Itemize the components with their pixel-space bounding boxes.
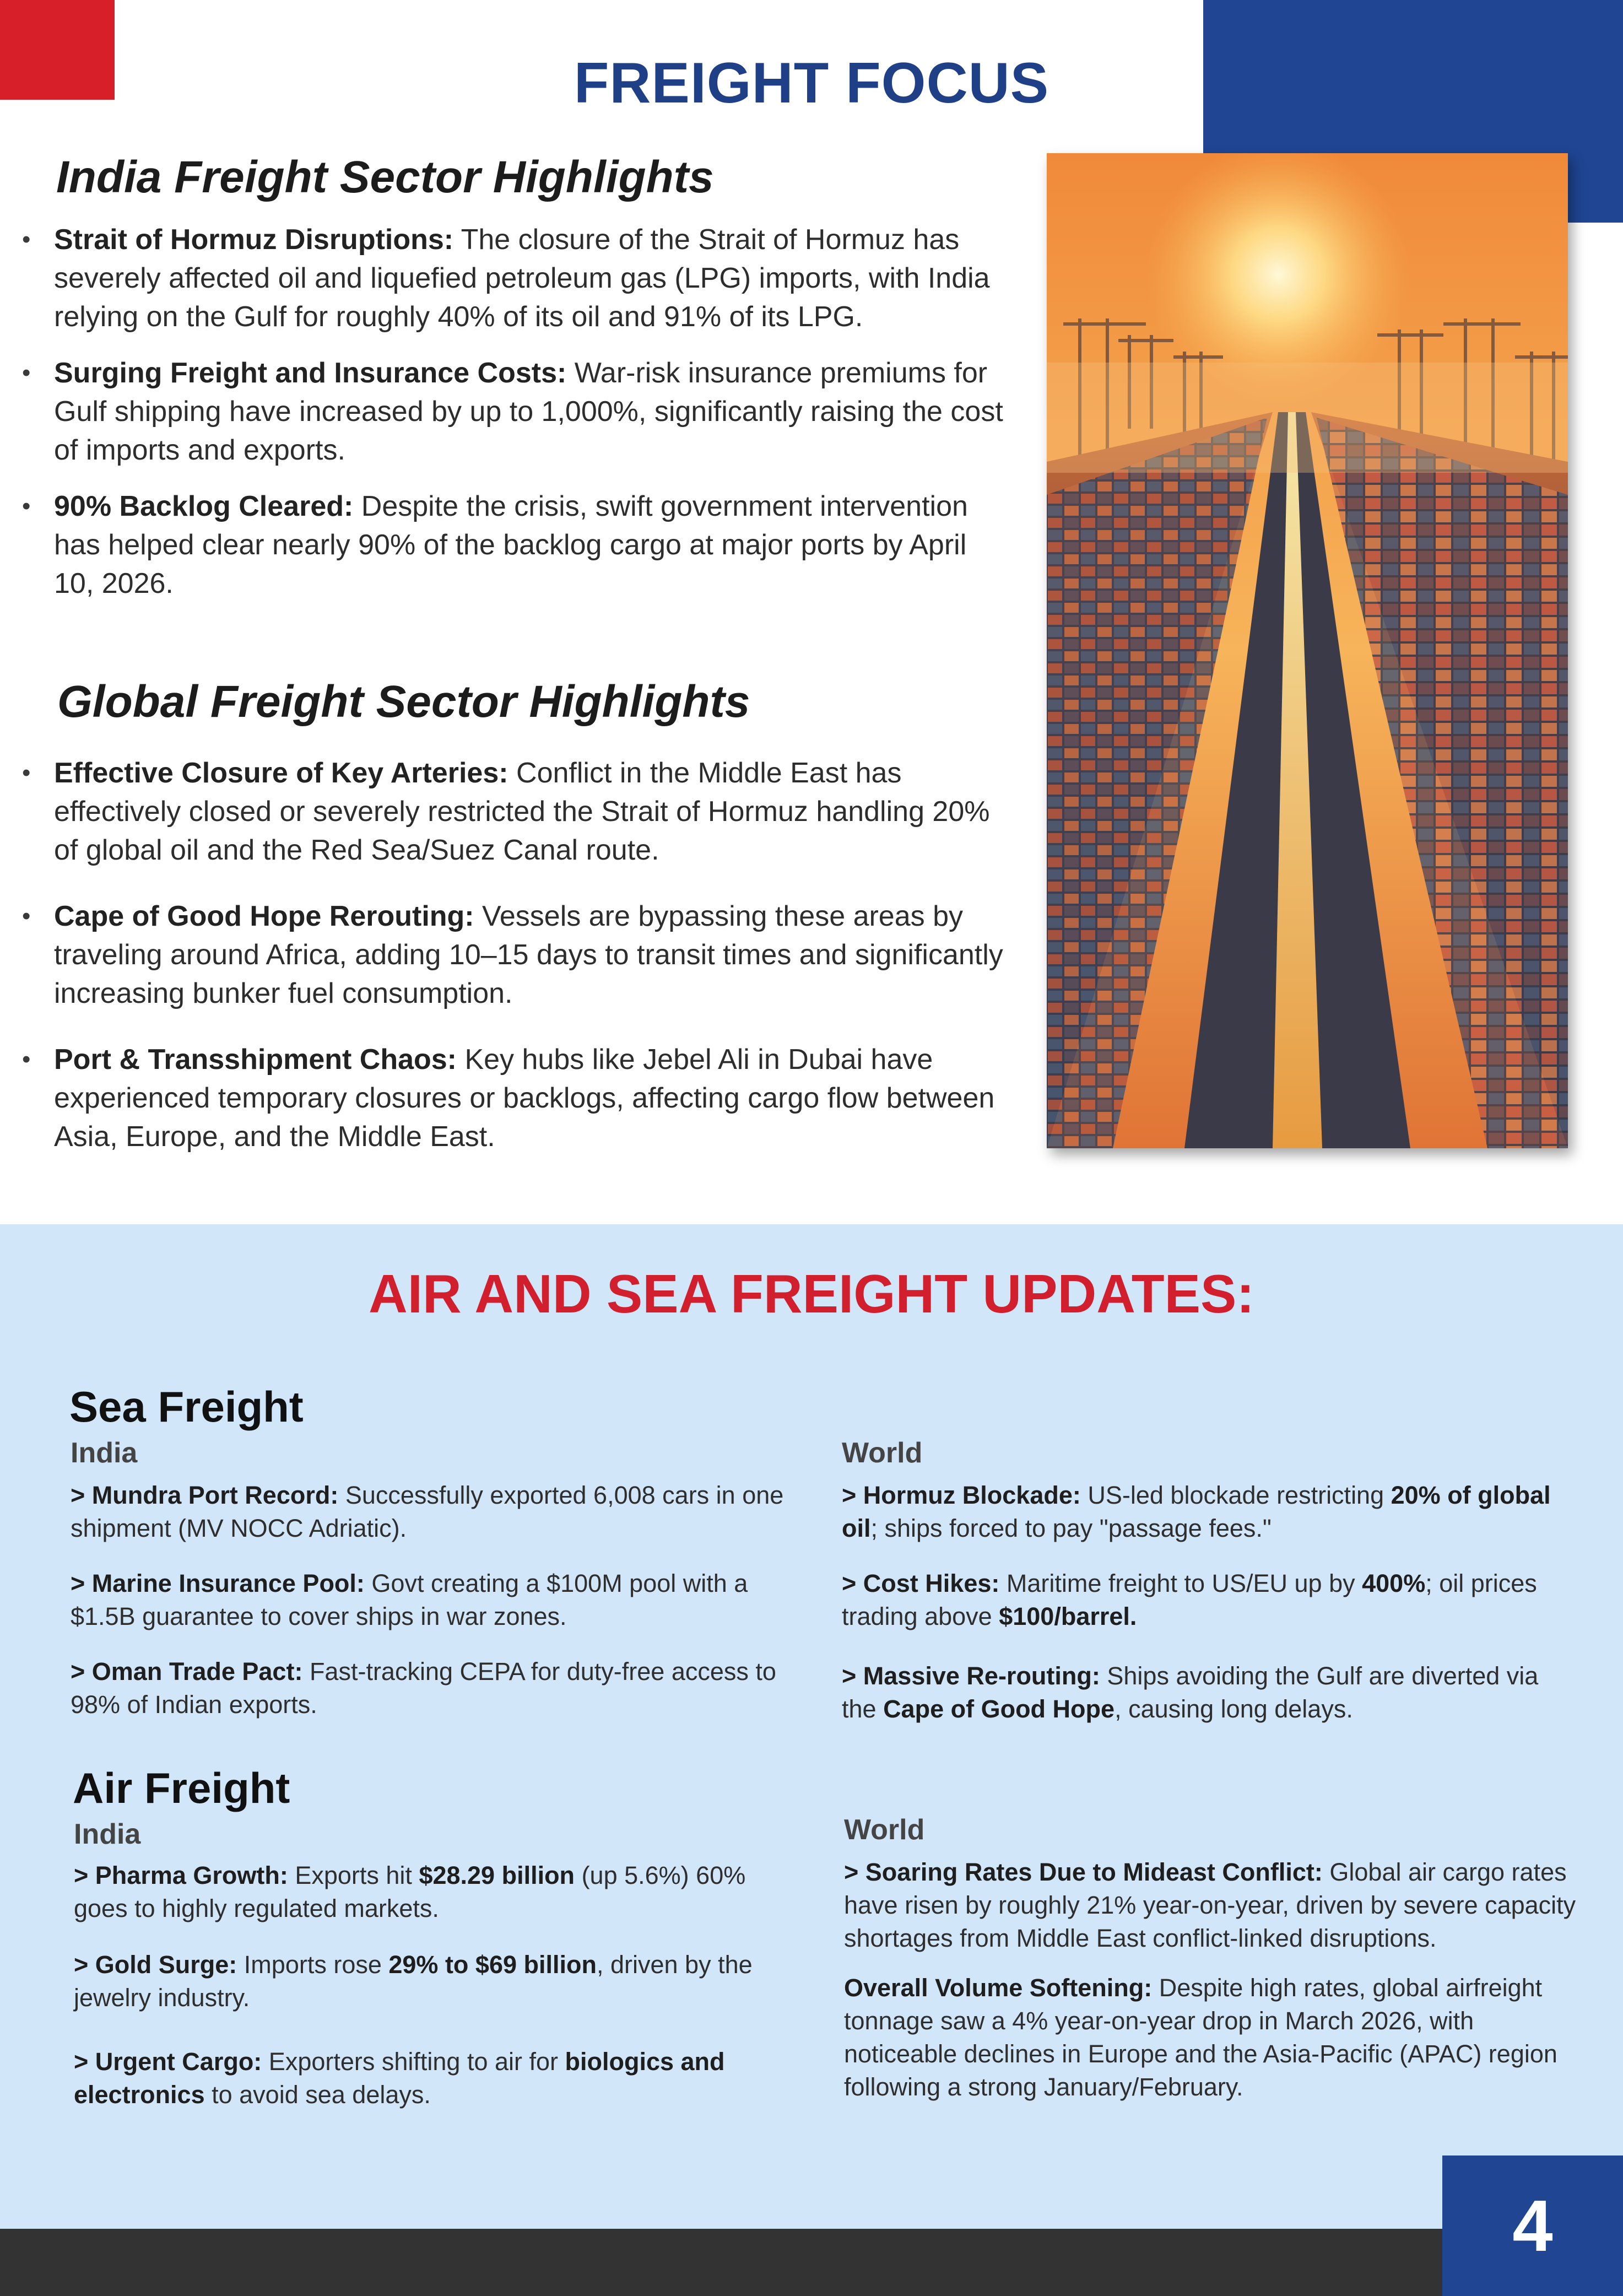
list-item: [842, 1479, 1575, 1545]
item-lead: Strait of Hormuz Disruptions:: [54, 224, 454, 256]
item-text: Imports rose: [237, 1951, 389, 1979]
item-text: ; oil prices trading above: [842, 1569, 1537, 1630]
item-lead: Cape of Good Hope Rerouting:: [54, 900, 474, 932]
arrow-prefix: >: [842, 1662, 863, 1690]
india-highlights-list: [22, 220, 1008, 620]
item-text: Exports hit: [288, 1861, 419, 1889]
sea-world-list: [842, 1479, 1575, 1748]
bullet-icon: •: [22, 759, 31, 786]
list-item: [71, 1479, 787, 1545]
item-text: to avoid sea delays.: [204, 2081, 431, 2109]
list-item: [842, 1567, 1575, 1633]
item-text: Despite high rates, global airfreight tonnage saw a 4% year-on-year drop in March 2026, with noticeable declines in Europe and the Asia-Pacific (APAC) region following a strong January/February.: [844, 1974, 1557, 2101]
item-text: , driven by the jewelry industry.: [74, 1951, 753, 2012]
sea-india-label: India: [71, 1437, 138, 1469]
item-emphasis: 29% to $69 billion: [388, 1951, 597, 1979]
list-item: [844, 1971, 1582, 2104]
item-text: ; ships forced to pay "passage fees.": [870, 1514, 1272, 1542]
item-text: Global air cargo rates have risen by roughly 21% year-on-year, driven by severe capacity shortages from Middle East conflict-linked disruptions.: [844, 1858, 1576, 1952]
arrow-prefix: >: [71, 1481, 92, 1509]
port-sunset-photo: [1047, 153, 1568, 1148]
item-text: (up 5.6%) 60% goes to highly regulated markets.: [74, 1861, 746, 1922]
list-item: [22, 220, 1008, 336]
item-emphasis: Cape of Good Hope: [883, 1695, 1115, 1723]
item-lead: Marine Insurance Pool:: [91, 1569, 365, 1597]
item-lead: Cost Hikes:: [863, 1569, 1000, 1597]
list-item: [74, 1948, 790, 2014]
list-item: [74, 1859, 790, 1925]
item-text: Exporters shifting to air for: [262, 2048, 565, 2076]
item-lead: 90% Backlog Cleared:: [54, 490, 354, 522]
bullet-icon: •: [22, 1046, 31, 1073]
item-lead: Port & Transshipment Chaos:: [54, 1044, 457, 1076]
item-text: Successfully exported 6,008 cars in one shipment (MV NOCC Adriatic).: [71, 1481, 784, 1542]
list-item: [22, 487, 1008, 603]
item-emphasis: 20% of global oil: [842, 1481, 1551, 1542]
item-text: Govt creating a $100M pool with a $1.5B guarantee to cover ships in war zones.: [71, 1569, 748, 1630]
blue-side-strip: [1568, 153, 1623, 223]
bullet-icon: •: [22, 359, 31, 386]
updates-title: AIR AND SEA FREIGHT UPDATES:: [369, 1263, 1254, 1324]
arrow-prefix: >: [74, 1861, 95, 1889]
arrow-prefix: >: [842, 1569, 863, 1597]
item-lead: Oman Trade Pact:: [91, 1657, 303, 1685]
list-item: [22, 897, 1008, 1013]
air-india-list: [74, 1859, 790, 2135]
item-text: Despite the crisis, swift government intervention has helped clear nearly 90% of the backlog cargo at major ports by April 10, 2026.: [54, 490, 968, 599]
air-freight-title: Air Freight: [73, 1764, 290, 1812]
item-lead: Massive Re-routing:: [863, 1662, 1100, 1690]
sea-freight-title: Sea Freight: [69, 1382, 304, 1431]
footer-bar: [0, 2229, 1623, 2296]
list-item: [844, 1856, 1582, 1955]
list-item: [71, 1567, 787, 1633]
item-lead: Soaring Rates Due to Mideast Conflict:: [865, 1858, 1323, 1886]
item-lead: Hormuz Blockade:: [863, 1481, 1081, 1509]
arrow-prefix: >: [842, 1481, 863, 1509]
list-item: [22, 354, 1008, 469]
list-item: [22, 1040, 1008, 1156]
item-text: Ships avoiding the Gulf are diverted via the: [842, 1662, 1539, 1723]
item-text: Vessels are bypassing these areas by traveling around Africa, adding 10–15 days to transit times and significantly increasing bunker fuel consumption.: [54, 900, 1003, 1009]
air-world-list: [844, 1856, 1582, 2120]
item-text: The closure of the Strait of Hormuz has severely affected oil and liquefied petroleum gas (LPG) imports, with India relying on the Gulf for roughly 40% of its oil and 91% of its LPG.: [54, 224, 990, 333]
global-section-heading: Global Freight Sector Highlights: [57, 677, 750, 727]
item-emphasis: 400%: [1362, 1569, 1426, 1597]
bullet-icon: •: [22, 226, 31, 253]
item-text: Fast-tracking CEPA for duty-free access to 98% of Indian exports.: [71, 1657, 776, 1719]
item-lead: Overall Volume Softening:: [844, 1974, 1153, 2002]
item-text: Conflict in the Middle East has effectively closed or severely restricted the Strait of Hormuz handling 20% of global oil and the Red Sea/Suez Canal route.: [54, 757, 990, 866]
page-title: FREIGHT FOCUS: [574, 51, 1049, 115]
item-lead: Urgent Cargo:: [95, 2048, 262, 2076]
list-item: [22, 754, 1008, 869]
list-item: [74, 2045, 790, 2111]
item-lead: Surging Freight and Insurance Costs:: [54, 357, 567, 389]
arrow-prefix: >: [74, 2048, 95, 2076]
item-text: US-led blockade restricting: [1080, 1481, 1391, 1509]
arrow-prefix: >: [71, 1657, 92, 1685]
item-lead: Pharma Growth:: [95, 1861, 288, 1889]
air-india-label: India: [74, 1818, 141, 1850]
item-lead: Gold Surge:: [95, 1951, 237, 1979]
arrow-prefix: >: [74, 1951, 95, 1979]
india-section-heading: India Freight Sector Highlights: [56, 152, 714, 202]
arrow-prefix: >: [71, 1569, 92, 1597]
air-world-label: World: [844, 1814, 925, 1846]
bullet-icon: •: [22, 493, 31, 520]
item-emphasis: $28.29 billion: [419, 1861, 575, 1889]
item-emphasis: biologics and electronics: [74, 2048, 725, 2109]
page-number: 4: [1442, 2155, 1623, 2296]
list-item: [71, 1655, 787, 1721]
sea-india-list: [71, 1479, 787, 1743]
global-highlights-list: [22, 754, 1008, 1184]
item-lead: Effective Closure of Key Arteries:: [54, 757, 508, 789]
item-text: War-risk insurance premiums for Gulf shipping have increased by up to 1,000%, significantly raising the cost of imports and exports.: [54, 357, 1003, 466]
item-text: Key hubs like Jebel Ali in Dubai have experienced temporary closures or backlogs, affecting cargo flow between Asia, Europe, and the Middle East.: [54, 1044, 995, 1153]
item-emphasis: $100/barrel.: [999, 1602, 1137, 1630]
item-text: , causing long delays.: [1115, 1695, 1353, 1723]
item-text: Maritime freight to US/EU up by: [999, 1569, 1362, 1597]
bullet-icon: •: [22, 903, 31, 930]
item-lead: Mundra Port Record:: [91, 1481, 339, 1509]
arrow-prefix: >: [844, 1858, 865, 1886]
sea-world-label: World: [842, 1437, 923, 1469]
list-item: [842, 1660, 1575, 1726]
